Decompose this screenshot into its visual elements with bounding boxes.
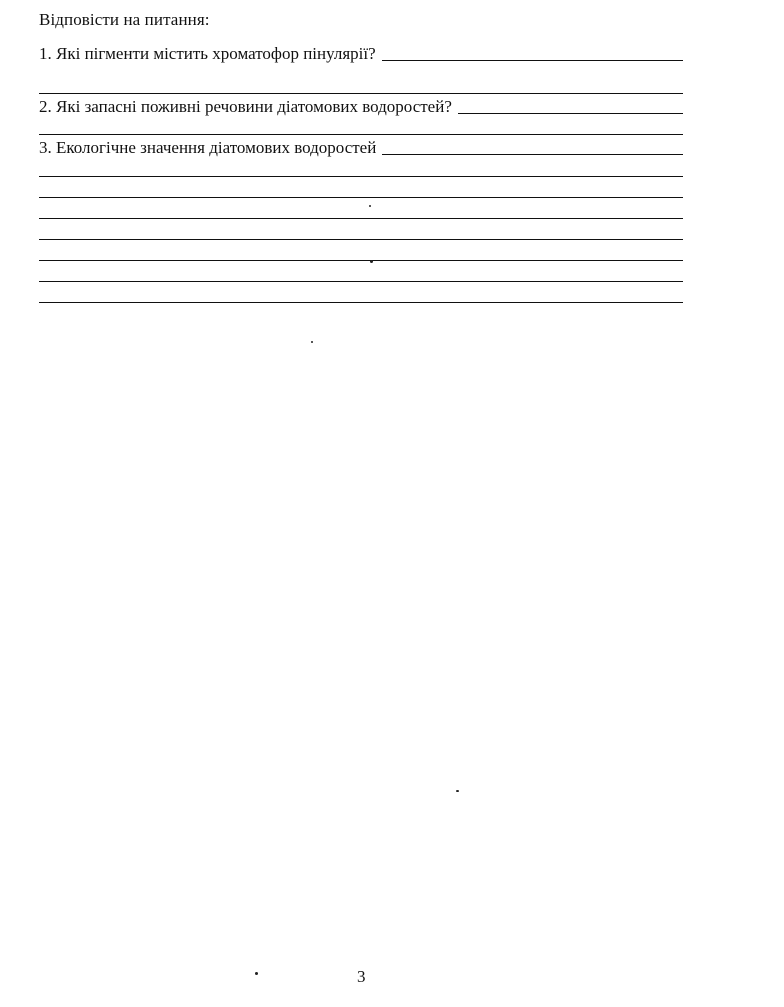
scan-speck bbox=[370, 260, 373, 263]
answer-line[interactable] bbox=[39, 302, 683, 303]
answer-line[interactable] bbox=[39, 176, 683, 177]
question-2 bbox=[39, 97, 683, 117]
answer-line[interactable] bbox=[39, 197, 683, 198]
answer-line[interactable] bbox=[39, 134, 683, 135]
question-1 bbox=[39, 44, 683, 64]
scan-speck bbox=[369, 205, 371, 207]
answer-line[interactable] bbox=[39, 218, 683, 219]
question-3-text: 3. Екологічне значення діатомових водоростей bbox=[39, 138, 377, 157]
scan-speck bbox=[255, 972, 258, 975]
answer-line[interactable] bbox=[458, 112, 683, 114]
instructions-heading: Відповісти на питання: bbox=[39, 10, 210, 29]
answer-line[interactable] bbox=[39, 281, 683, 282]
scan-speck bbox=[311, 341, 313, 343]
answer-line[interactable] bbox=[382, 59, 683, 61]
page-number: 3 bbox=[357, 967, 366, 986]
question-2-text: 2. Які запасні поживні речовини діатомових водоростей? bbox=[39, 97, 452, 116]
question-3 bbox=[39, 138, 683, 158]
scan-speck bbox=[456, 790, 459, 792]
question-1-text: 1. Які пігменти містить хроматофор пінулярії? bbox=[39, 44, 376, 63]
answer-line[interactable] bbox=[39, 239, 683, 240]
answer-line[interactable] bbox=[39, 260, 683, 261]
answer-line[interactable] bbox=[39, 93, 683, 94]
answer-line[interactable] bbox=[382, 153, 683, 155]
